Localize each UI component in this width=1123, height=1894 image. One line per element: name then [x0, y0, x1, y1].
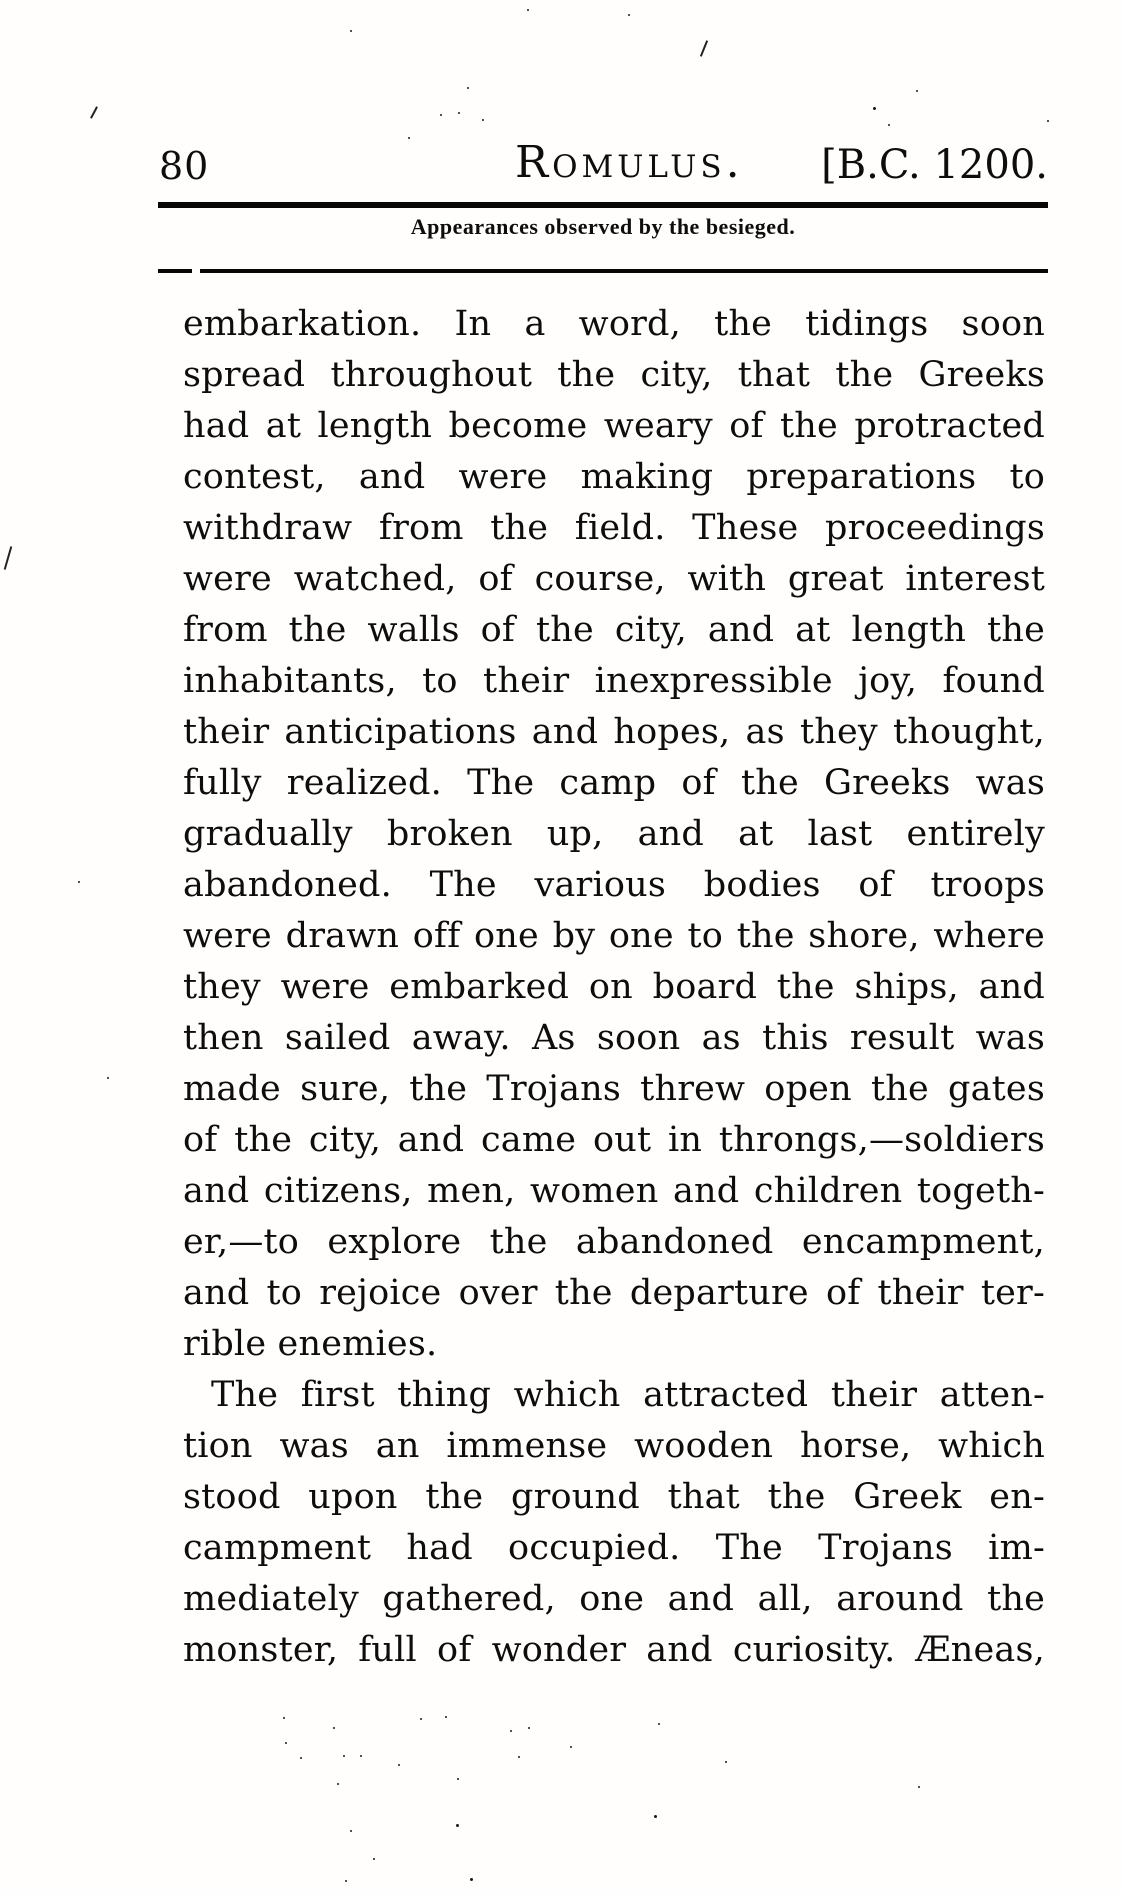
- scan-speckle: [1047, 120, 1049, 122]
- scan-speckle: [398, 1764, 400, 1766]
- scan-speckle: [888, 124, 890, 126]
- scan-speckle: [107, 1077, 109, 1079]
- text-line: contest, and were making preparations to: [183, 457, 1045, 497]
- scan-speckle: [518, 1756, 520, 1758]
- scan-speckle: [333, 1727, 335, 1729]
- scan-speckle: [350, 1830, 352, 1832]
- text-line: inhabitants, to their inexpressible joy, found: [183, 661, 1045, 701]
- scan-speckle: [873, 107, 876, 110]
- text-line: had at length become weary of the protracted: [183, 406, 1045, 446]
- text-line: gradually broken up, and at last entirely: [183, 814, 1045, 854]
- scan-speckle: [420, 1718, 422, 1720]
- scan-speckle: [654, 1815, 657, 1818]
- scan-speckle: [360, 1755, 362, 1757]
- text-line: and citizens, men, women and children togeth-: [183, 1171, 1045, 1211]
- text-line: from the walls of the city, and at length the: [183, 610, 1045, 650]
- scan-speckle: [445, 1716, 447, 1718]
- era-date-label: [B.C. 1200.: [821, 142, 1048, 188]
- book-title-running-head: Romulus.: [515, 137, 744, 188]
- body-text: [183, 299, 1045, 1676]
- text-line: spread throughout the city, that the Greeks: [183, 355, 1045, 395]
- text-line: abandoned. The various bodies of troops: [183, 865, 1045, 905]
- scan-speckle: [482, 119, 484, 121]
- text-line: their anticipations and hopes, as they thought,: [183, 712, 1045, 752]
- text-line: and to rejoice over the departure of their ter-: [183, 1273, 1045, 1313]
- scan-speckle: [408, 137, 410, 139]
- scan-speckle: [345, 1880, 347, 1882]
- text-line: they were embarked on board the ships, and: [183, 967, 1045, 1007]
- text-line: campment had occupied. The Trojans im-: [183, 1528, 1045, 1568]
- text-line: then sailed away. As soon as this result was: [183, 1018, 1045, 1058]
- scan-speckle: [78, 881, 80, 883]
- scan-speckle: [725, 1761, 727, 1763]
- text-line: fully realized. The camp of the Greeks was: [183, 763, 1045, 803]
- scan-speckle: [337, 1783, 339, 1785]
- scan-speckle: [283, 1717, 285, 1719]
- text-line: of the city, and came out in throngs,—soldiers: [183, 1120, 1045, 1160]
- subtitle-rule-segment: [158, 269, 192, 273]
- scan-speckle: [510, 1730, 512, 1732]
- scan-speckle: [916, 90, 918, 92]
- text-line: tion was an immense wooden horse, which: [183, 1426, 1045, 1466]
- header-rule: [158, 202, 1048, 208]
- scan-speckle: [440, 114, 442, 116]
- scan-speckle: [527, 9, 529, 11]
- text-line: withdraw from the field. These proceedings: [183, 508, 1045, 548]
- scan-speckle: [528, 1727, 530, 1729]
- text-line: were watched, of course, with great interest: [183, 559, 1045, 599]
- subtitle-rule: [200, 269, 1048, 273]
- scan-speckle: [458, 112, 460, 114]
- page-number: 80: [159, 144, 210, 188]
- scan-speckle: [467, 87, 469, 89]
- text-line: stood upon the ground that the Greek en-: [183, 1477, 1045, 1517]
- scan-speckle: [456, 1824, 459, 1827]
- text-line: monster, full of wonder and curiosity. Æneas,: [183, 1630, 1045, 1670]
- scan-speckle: [658, 1723, 660, 1725]
- text-line: embarkation. In a word, the tidings soon: [183, 304, 1045, 344]
- text-line: made sure, the Trojans threw open the gates: [183, 1069, 1045, 1109]
- text-line: rible enemies.: [183, 1324, 438, 1364]
- scan-speckle: [285, 1742, 287, 1744]
- text-line: The first thing which attracted their atten-: [211, 1375, 1045, 1415]
- scan-speckle: [343, 1755, 345, 1757]
- text-line: er,—to explore the abandoned encampment,: [183, 1222, 1045, 1262]
- text-line: mediately gathered, one and all, around the: [183, 1579, 1045, 1619]
- scan-speckle: [628, 14, 630, 16]
- text-line: were drawn off one by one to the shore, where: [183, 916, 1045, 956]
- scan-speckle: [918, 1786, 920, 1788]
- scan-speckle: [470, 1878, 473, 1881]
- section-subtitle: Appearances observed by the besieged.: [410, 214, 796, 239]
- scan-speckle: [300, 1757, 302, 1759]
- scan-speckle: [373, 1858, 375, 1860]
- scan-speckle: [570, 1746, 572, 1748]
- scan-speckle: [457, 1778, 459, 1780]
- scan-speckle: [350, 30, 352, 32]
